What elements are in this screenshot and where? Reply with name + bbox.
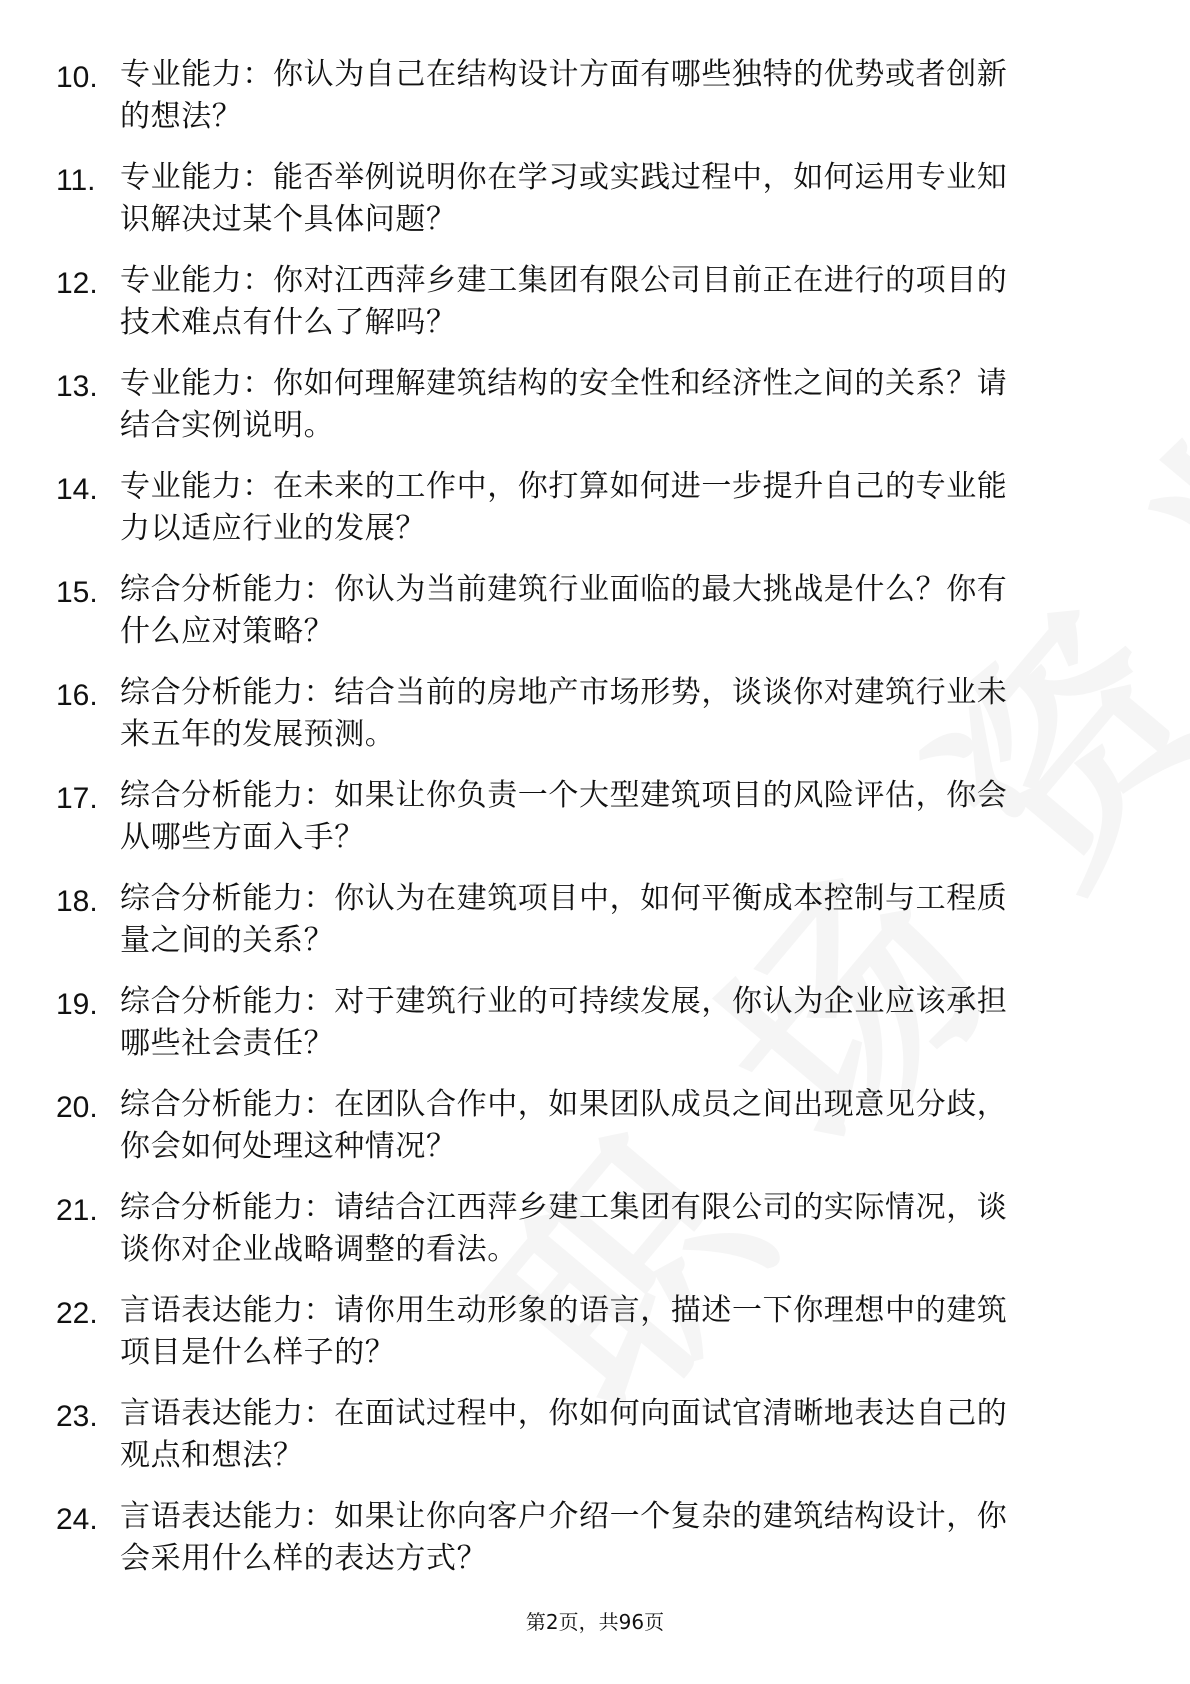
question-item xyxy=(0,668,1190,771)
question-item xyxy=(0,1286,1190,1389)
question-item xyxy=(0,565,1190,668)
question-number: 10. xyxy=(56,61,98,94)
question-text: 专业能力：在未来的工作中，你打算如何进一步提升自己的专业能力以适应行业的发展？ xyxy=(120,469,1008,546)
question-item xyxy=(0,874,1190,977)
question-text: 综合分析能力：你认为当前建筑行业面临的最大挑战是什么？你有什么应对策略？ xyxy=(120,572,1008,649)
question-item xyxy=(0,771,1190,874)
question-item xyxy=(0,1389,1190,1492)
question-item xyxy=(0,256,1190,359)
question-number: 12. xyxy=(56,267,98,300)
question-item xyxy=(0,359,1190,462)
question-item xyxy=(0,153,1190,256)
question-text: 专业能力：你如何理解建筑结构的安全性和经济性之间的关系？请结合实例说明。 xyxy=(120,366,1008,443)
question-number: 24. xyxy=(56,1503,98,1536)
question-text: 综合分析能力：在团队合作中，如果团队成员之间出现意见分歧，你会如何处理这种情况？ xyxy=(120,1087,1008,1164)
question-text: 专业能力：你认为自己在结构设计方面有哪些独特的优势或者创新的想法？ xyxy=(120,57,1008,134)
question-list xyxy=(0,50,1190,1595)
question-item xyxy=(0,977,1190,1080)
question-number: 20. xyxy=(56,1091,98,1124)
question-text: 综合分析能力：如果让你负责一个大型建筑项目的风险评估，你会从哪些方面入手？ xyxy=(120,778,1008,855)
question-number: 18. xyxy=(56,885,98,918)
question-number: 11. xyxy=(56,164,96,197)
question-text: 综合分析能力：结合当前的房地产市场形势，谈谈你对建筑行业未来五年的发展预测。 xyxy=(120,675,1008,752)
question-number: 17. xyxy=(56,782,98,815)
question-number: 13. xyxy=(56,370,98,403)
question-number: 23. xyxy=(56,1400,98,1433)
question-text: 言语表达能力：请你用生动形象的语言，描述一下你理想中的建筑项目是什么样子的？ xyxy=(120,1293,1008,1370)
question-item xyxy=(0,1492,1190,1595)
question-number: 15. xyxy=(56,576,98,609)
question-text: 言语表达能力：如果让你向客户介绍一个复杂的建筑结构设计，你会采用什么样的表达方式？ xyxy=(120,1499,1008,1576)
question-item xyxy=(0,50,1190,153)
question-text: 专业能力：你对江西萍乡建工集团有限公司目前正在进行的项目的技术难点有什么了解吗？ xyxy=(120,263,1008,340)
question-text: 言语表达能力：在面试过程中，你如何向面试官清晰地表达自己的观点和想法？ xyxy=(120,1396,1008,1473)
question-item xyxy=(0,1183,1190,1286)
page-footer: 第2页，共96页 xyxy=(525,1610,665,1634)
question-item xyxy=(0,1080,1190,1183)
question-number: 22. xyxy=(56,1297,98,1330)
question-text: 综合分析能力：对于建筑行业的可持续发展，你认为企业应该承担哪些社会责任？ xyxy=(120,984,1008,1061)
question-item xyxy=(0,462,1190,565)
question-text: 综合分析能力：你认为在建筑项目中，如何平衡成本控制与工程质量之间的关系？ xyxy=(120,881,1008,958)
question-number: 19. xyxy=(56,988,98,1021)
question-number: 16. xyxy=(56,679,98,712)
question-text: 专业能力：能否举例说明你在学习或实践过程中，如何运用专业知识解决过某个具体问题？ xyxy=(120,160,1008,237)
question-number: 14. xyxy=(56,473,98,506)
question-number: 21. xyxy=(56,1194,98,1227)
question-text: 综合分析能力：请结合江西萍乡建工集团有限公司的实际情况，谈谈你对企业战略调整的看法。 xyxy=(120,1190,1008,1267)
